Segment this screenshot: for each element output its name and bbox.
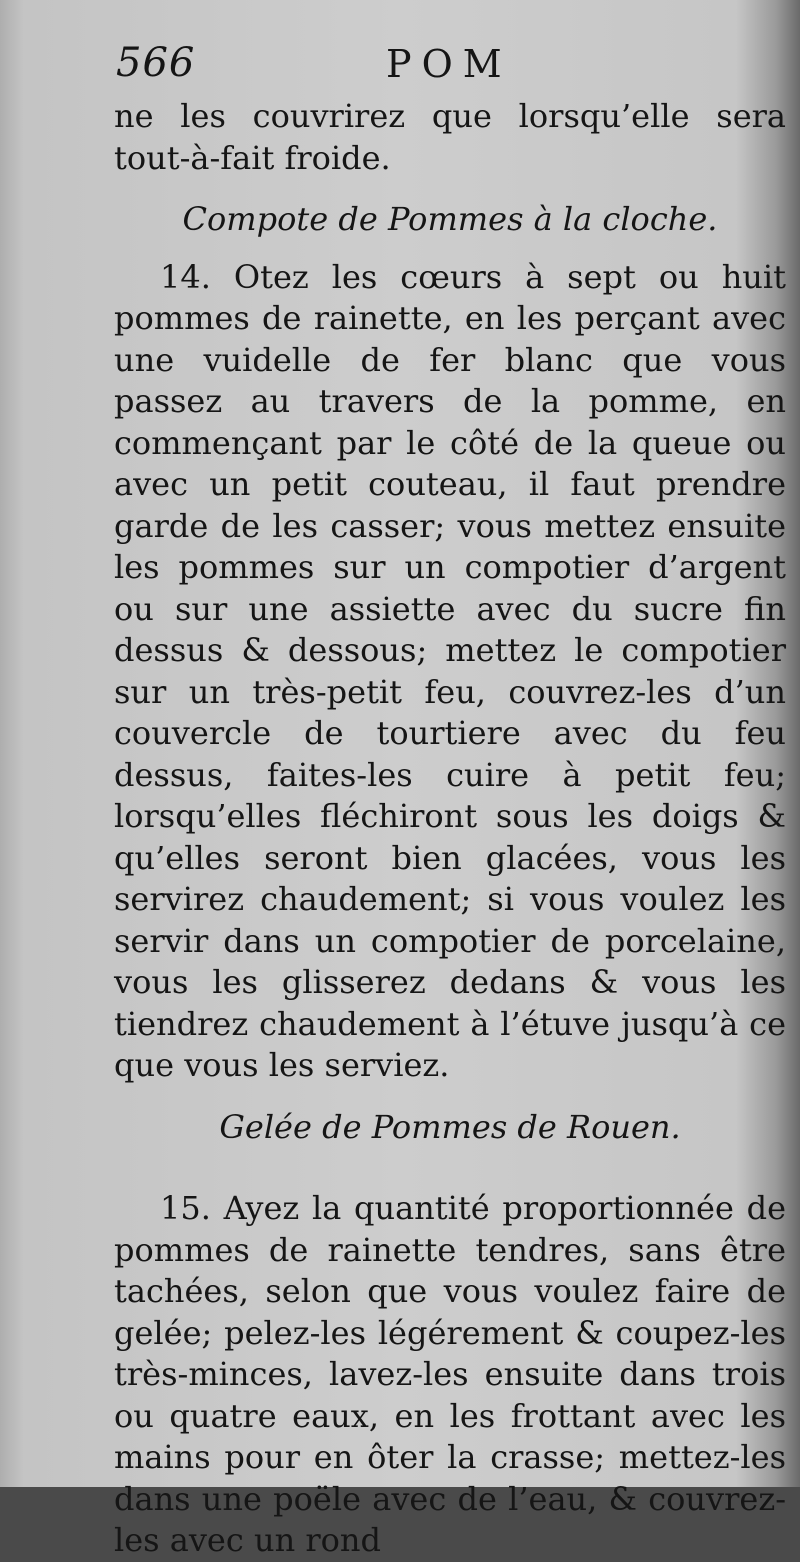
page-body: [114, 96, 786, 1562]
page-number: 566: [116, 40, 196, 86]
recipe-paragraph-14: 14. Otez les cœurs à sept ou huit pommes de rainette, en les perçant avec une vuidelle de fer blanc que vous passez au travers de la pomme, en commençant par le côté de la queue ou avec un petit couteau, il faut prendre garde de les casser; vous mettez ensuite les pommes sur un compotier d’argent ou sur une assiette avec du sucre fin dessus & dessous; mettez le compotier sur un très-petit feu, couvrez-les d’un couvercle de tourtiere avec du feu dessus, faites-les cuire à petit feu; lorsqu’elles fléchiront sous les doigs & qu’elles seront bien glacées, vous les servirez chaudement; si vous voulez les servir dans un compotier de porcelaine, vous les glisserez dedans & vous les tiendrez chaudement à l’étuve jusqu’à ce que vous les serviez.: [114, 257, 786, 1084]
page-header: [116, 40, 736, 96]
running-head: POM: [386, 42, 512, 86]
recipe-heading-compote: Compote de Pommes à la cloche.: [182, 200, 718, 238]
continuation-text: ne les couvrirez que lorsqu’elle sera tout-à-fait froide.: [114, 97, 786, 177]
recipe-paragraph-15: 15. Ayez la quantité proportionnée de pommes de rainette tendres, sans être tachées, selon que vous voulez faire de gelée; pelez-les légérement & coupez-les très-minces, lavez-les ensuite dans trois ou quatre eaux, en les frottant avec les mains pour en ôter la crasse; mettez-les dans une poële avec de l’eau, & couvrez-les avec un rond: [114, 1189, 786, 1559]
recipe-heading-gelee: Gelée de Pommes de Rouen.: [219, 1107, 681, 1146]
paragraph-gap: [114, 1164, 786, 1188]
